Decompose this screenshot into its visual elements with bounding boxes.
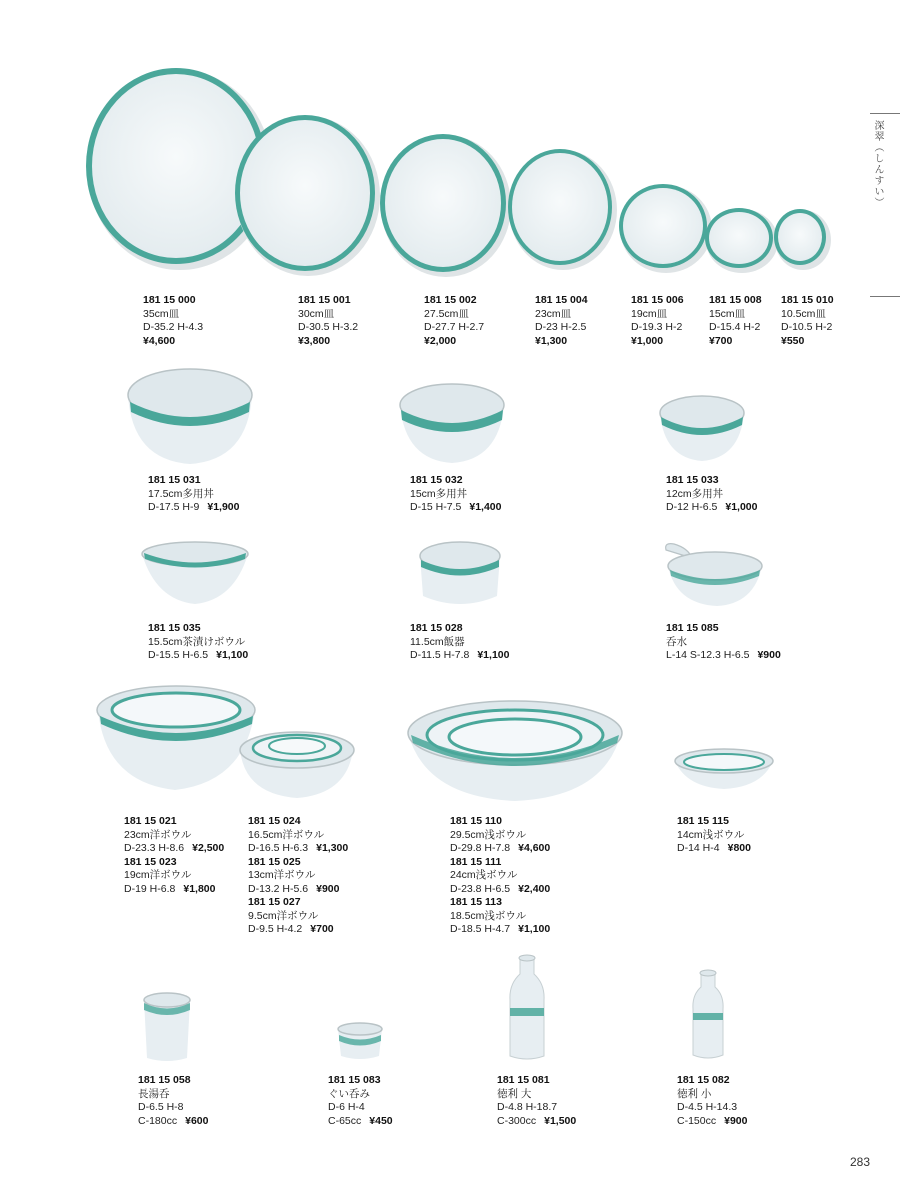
plate-label-000 [143, 294, 203, 348]
product-dimensions: D-23 H-2.5 [535, 321, 587, 333]
series-title: 深翠（しんすい） [872, 120, 883, 208]
product-dimensions: D-23.8 H-6.5 [450, 882, 511, 895]
product-dimensions: D-30.5 H-3.2 [298, 321, 359, 333]
product-price: ¥2,500 [192, 842, 225, 854]
product-price: ¥900 [724, 1114, 748, 1127]
product-name: 14cm浅ボウル [677, 828, 745, 841]
product-dimensions: D-4.5 H-14.3 [677, 1101, 738, 1113]
plate-23cm-image [508, 149, 617, 270]
product-dimensions: D-14 H-4 [677, 842, 720, 854]
product-dimensions: D-23.3 H-8.6 [124, 842, 185, 854]
rice-bowl-image [415, 538, 505, 613]
bowl-label-032 [410, 474, 501, 515]
product-code: 181 15 024 [248, 815, 301, 827]
product-capacity: C-180cc [138, 1114, 178, 1127]
tonsui-label-085 [666, 622, 781, 663]
product-price: ¥1,100 [477, 649, 510, 661]
sake-bottle-large-image [505, 952, 550, 1064]
sake-bottle-label-082 [677, 1074, 747, 1128]
plate-label-002 [424, 294, 484, 348]
product-price: ¥1,300 [316, 842, 349, 854]
product-name: 徳利 小 [677, 1087, 712, 1100]
product-dimensions: D-15.5 H-6.5 [148, 649, 209, 661]
sake-bottle-label-081 [497, 1074, 576, 1128]
bowl-label-031 [148, 474, 239, 515]
product-code: 181 15 085 [666, 622, 719, 634]
product-dimensions: D-13.2 H-5.6 [248, 882, 309, 895]
product-name: 35cm皿 [143, 307, 180, 320]
product-price: ¥1,500 [544, 1114, 577, 1127]
product-dimensions: D-15.4 H-2 [709, 321, 761, 333]
product-price: ¥1,800 [183, 882, 216, 895]
product-code: 181 15 004 [535, 294, 588, 306]
product-code: 181 15 027 [248, 896, 301, 908]
product-price: ¥1,000 [725, 501, 758, 513]
product-dimensions: D-9.5 H-4.2 [248, 923, 303, 935]
sake-cup-image [335, 1020, 385, 1062]
product-dimensions: D-29.8 H-7.8 [450, 842, 511, 854]
product-code: 181 15 083 [328, 1074, 381, 1086]
product-dimensions: D-6 H-4 [328, 1101, 365, 1113]
product-dimensions: D-35.2 H-4.3 [143, 321, 204, 333]
product-dimensions: D-10.5 H-2 [781, 321, 833, 333]
shallow-bowls-image [405, 695, 625, 805]
product-dimensions: D-19.3 H-2 [631, 321, 683, 333]
product-name: 27.5cm皿 [424, 307, 469, 320]
product-name: 呑水 [666, 635, 687, 648]
product-name: 15cm皿 [709, 307, 746, 320]
product-dimensions: L-14 S-12.3 H-6.5 [666, 649, 750, 661]
product-code: 181 15 111 [450, 855, 502, 868]
plate-30cm-image [235, 115, 380, 276]
product-price: ¥1,100 [518, 923, 551, 935]
product-code: 181 15 081 [497, 1074, 550, 1086]
plate-label-004 [535, 294, 588, 348]
bowl-031-image [120, 360, 260, 470]
product-price: ¥900 [757, 649, 781, 661]
product-price: ¥1,400 [469, 501, 502, 513]
product-code: 181 15 000 [143, 294, 196, 306]
teacup-image [140, 990, 195, 1065]
product-code: 181 15 115 [677, 815, 729, 827]
product-code: 181 15 082 [677, 1074, 730, 1086]
product-code: 181 15 008 [709, 294, 762, 306]
product-name: 徳利 大 [497, 1087, 532, 1100]
product-name: 23cm洋ボウル [124, 828, 192, 841]
plate-15cm-image [705, 208, 778, 273]
product-name: 9.5cm洋ボウル [248, 909, 319, 922]
side-rule-bottom [870, 296, 900, 297]
product-price: ¥1,300 [535, 334, 568, 347]
plate-label-008 [709, 294, 762, 348]
product-dimensions: D-15 H-7.5 [410, 501, 462, 513]
product-name: 17.5cm多用丼 [148, 487, 214, 500]
product-price: ¥700 [709, 334, 733, 347]
product-code: 181 15 028 [410, 622, 463, 634]
product-dimensions: D-6.5 H-8 [138, 1101, 184, 1113]
product-name: 11.5cm飯器 [410, 635, 465, 648]
product-name: 19cm洋ボウル [124, 869, 192, 881]
product-name: 30cm皿 [298, 307, 335, 320]
western-bowl-label-024-027 [248, 815, 348, 937]
plate-27-5cm-image [380, 134, 511, 277]
product-code: 181 15 025 [248, 855, 301, 868]
product-name: 10.5cm皿 [781, 307, 826, 320]
plate-label-001 [298, 294, 358, 348]
sake-cup-label-083 [328, 1074, 393, 1128]
page-number: 283 [850, 1155, 871, 1169]
chazuke-label-035 [148, 622, 248, 663]
product-price: ¥900 [316, 882, 340, 895]
product-dimensions: D-19 H-6.8 [124, 882, 176, 895]
product-dimensions: D-4.8 H-18.7 [497, 1101, 558, 1113]
western-bowl-label-021-023 [124, 815, 224, 896]
product-price: ¥550 [781, 334, 805, 347]
product-code: 181 15 023 [124, 855, 177, 868]
product-dimensions: D-11.5 H-7.8 [410, 649, 470, 661]
product-name: ぐい呑み [328, 1087, 370, 1100]
product-name: 15cm多用丼 [410, 487, 468, 500]
product-price: ¥600 [185, 1114, 209, 1127]
product-code: 181 15 110 [450, 815, 502, 827]
product-price: ¥700 [310, 923, 334, 935]
product-code: 181 15 002 [424, 294, 477, 306]
product-name: 19cm皿 [631, 307, 668, 320]
sake-bottle-small-image [688, 967, 728, 1062]
product-price: ¥800 [727, 842, 751, 854]
product-price: ¥3,800 [298, 334, 331, 347]
bowl-label-033 [666, 474, 757, 515]
product-price: ¥2,400 [518, 882, 551, 895]
product-name: 15.5cm茶漬けボウル [148, 635, 246, 648]
product-price: ¥2,000 [424, 334, 457, 347]
product-price: ¥1,000 [631, 334, 664, 347]
product-code: 181 15 010 [781, 294, 834, 306]
product-capacity: C-150cc [677, 1114, 717, 1127]
teacup-label-058 [138, 1074, 208, 1128]
product-name: 23cm皿 [535, 307, 572, 320]
plate-label-010 [781, 294, 834, 348]
shallow-bowl-label-115 [677, 815, 751, 856]
bowl-033-image [655, 393, 750, 463]
western-bowls-image [95, 682, 365, 802]
product-price: ¥450 [369, 1114, 393, 1127]
product-price: ¥1,900 [207, 501, 240, 513]
product-price: ¥4,600 [518, 842, 551, 854]
product-code: 181 15 113 [450, 896, 502, 908]
product-name: 29.5cm浅ボウル [450, 828, 527, 841]
product-code: 181 15 033 [666, 474, 719, 486]
product-name: 長湯呑 [138, 1087, 170, 1100]
product-dimensions: D-12 H-6.5 [666, 501, 718, 513]
product-code: 181 15 021 [124, 815, 177, 827]
product-dimensions: D-27.7 H-2.7 [424, 321, 485, 333]
side-rule-top [870, 113, 900, 114]
product-code: 181 15 031 [148, 474, 201, 486]
product-name: 24cm浅ボウル [450, 869, 518, 881]
product-name: 16.5cm洋ボウル [248, 828, 325, 841]
product-capacity: C-65cc [328, 1114, 362, 1127]
plate-19cm-image [619, 184, 712, 273]
plate-10-5cm-image [774, 209, 831, 270]
product-capacity: C-300cc [497, 1114, 537, 1127]
shallow-bowl-115-image [672, 745, 777, 790]
product-dimensions: D-17.5 H-9 [148, 501, 200, 513]
product-dimensions: D-16.5 H-6.3 [248, 842, 309, 854]
product-price: ¥1,100 [216, 649, 249, 661]
product-dimensions: D-18.5 H-4.7 [450, 923, 511, 935]
product-code: 181 15 006 [631, 294, 684, 306]
chazuke-bowl-image [138, 538, 253, 608]
tonsui-image [662, 538, 767, 613]
product-code: 181 15 058 [138, 1074, 191, 1086]
plate-label-006 [631, 294, 684, 348]
product-name: 18.5cm浅ボウル [450, 909, 527, 922]
plates-photo [0, 60, 850, 280]
product-code: 181 15 032 [410, 474, 463, 486]
shallow-bowl-label-110-113 [450, 815, 550, 937]
rice-bowl-label-028 [410, 622, 509, 663]
product-name: 12cm多用丼 [666, 487, 724, 500]
product-name: 13cm洋ボウル [248, 869, 316, 881]
product-price: ¥4,600 [143, 334, 176, 347]
product-code: 181 15 035 [148, 622, 201, 634]
bowl-032-image [395, 380, 510, 465]
product-code: 181 15 001 [298, 294, 351, 306]
